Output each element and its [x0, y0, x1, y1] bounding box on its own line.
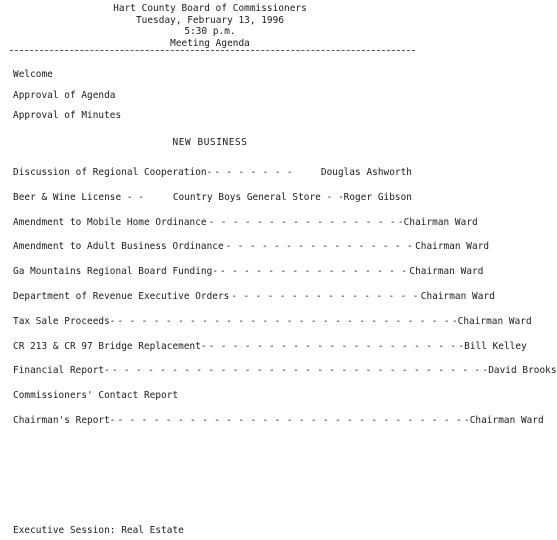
agenda-item-leader: - - - - - - - — [214, 167, 293, 178]
agenda-item — [13, 167, 412, 192]
agenda-item-title: Beer & Wine License - - — [13, 191, 144, 203]
section-title-new-business: NEW BUSINESS — [172, 137, 248, 148]
agenda-item-presenter: Chairman Ward — [420, 290, 495, 302]
agenda-item-title: CR 213 & CR 97 Bridge Replacement- — [13, 340, 207, 352]
agenda-item-leader: - - - - - - - - - - - - - - - - — [231, 290, 419, 302]
agenda-item-title: Amendment to Adult Business Ordinance — [13, 241, 224, 253]
agenda-item-presenter: Country Boys General Store - -Roger Gibson — [172, 191, 412, 203]
agenda-item-presenter: Chairman Ward — [415, 241, 490, 253]
executive-session: Executive Session: Real Estate — [13, 525, 184, 536]
agenda-item-leader: - - - - - - - - - - - - - - - - - - - - - - - - - - - - - - - — [111, 365, 481, 377]
agenda-item — [13, 290, 495, 316]
agenda-item-presenter: -Bill Kelley — [458, 340, 527, 352]
agenda-item — [13, 241, 490, 266]
agenda-item-leader: - - - - - - - - - - - - - - - - — [225, 241, 414, 253]
agenda-item — [13, 266, 484, 291]
agenda-item-title: Discussion of Regional Cooperation- — [13, 167, 213, 178]
agenda-header — [0, 3, 420, 49]
agenda-item-leader: - - - - - - - - - - - - - - - - - - - - - — [208, 340, 457, 352]
agenda-item-title: Tax Sale Proceeds- — [13, 315, 116, 327]
opening-item-approval-agenda: Approval of Agenda — [13, 89, 116, 101]
agenda-item-leader: - - - - - - - - - - - - - - - - - - - - - - - - - - - - — [117, 315, 450, 327]
agenda-item — [13, 340, 527, 366]
agenda-item-title: Ga Mountains Regional Board Funding- — [13, 266, 218, 278]
agenda-item-leader: - - - - - - - - - - - - - - - - - - - - - - - - - - - - - — [117, 414, 463, 426]
agenda-item-presenter: -David Brooks — [482, 365, 557, 377]
agenda-item-leader: - - - - - - - - - - - - - - - - — [208, 216, 396, 228]
opening-items — [13, 65, 121, 127]
agenda-item-title: Amendment to Mobile Home Ordinance — [13, 216, 207, 228]
agenda-item — [13, 216, 478, 242]
agenda-item-title: Commissioners' Contact Report — [13, 390, 179, 402]
agenda-item-presenter: -Chairman Ward — [451, 315, 532, 327]
agenda-item — [13, 414, 544, 440]
opening-item-welcome: Welcome — [13, 69, 53, 80]
meeting-date: Tuesday, February 13, 1996 — [135, 14, 285, 26]
meeting-time: 5:30 p.m. — [184, 26, 236, 37]
agenda-item-title: Chairman's Report- — [13, 414, 116, 426]
agenda-item-title: Financial Report- — [13, 365, 110, 377]
header-divider — [10, 50, 415, 51]
org-name: Hart County Board of Commissioners — [113, 3, 307, 14]
agenda-item-title: Department of Revenue Executive Orders — [13, 290, 230, 302]
doc-title: Meeting Agenda — [170, 37, 250, 49]
agenda-item-presenter: -Chairman Ward — [464, 414, 544, 426]
opening-item-approval-minutes: Approval of Minutes — [13, 110, 122, 121]
agenda-items — [13, 167, 557, 440]
agenda-item-presenter: Chairman Ward — [409, 266, 484, 278]
agenda-item — [13, 192, 412, 217]
agenda-item-presenter: Douglas Ashworth — [320, 167, 412, 178]
agenda-item — [13, 390, 412, 415]
agenda-item — [13, 315, 532, 341]
agenda-item-presenter: -Chairman Ward — [397, 216, 478, 228]
agenda-item — [13, 365, 557, 390]
agenda-item-leader: - - - - - - - - - - - - - - - - — [220, 266, 408, 278]
